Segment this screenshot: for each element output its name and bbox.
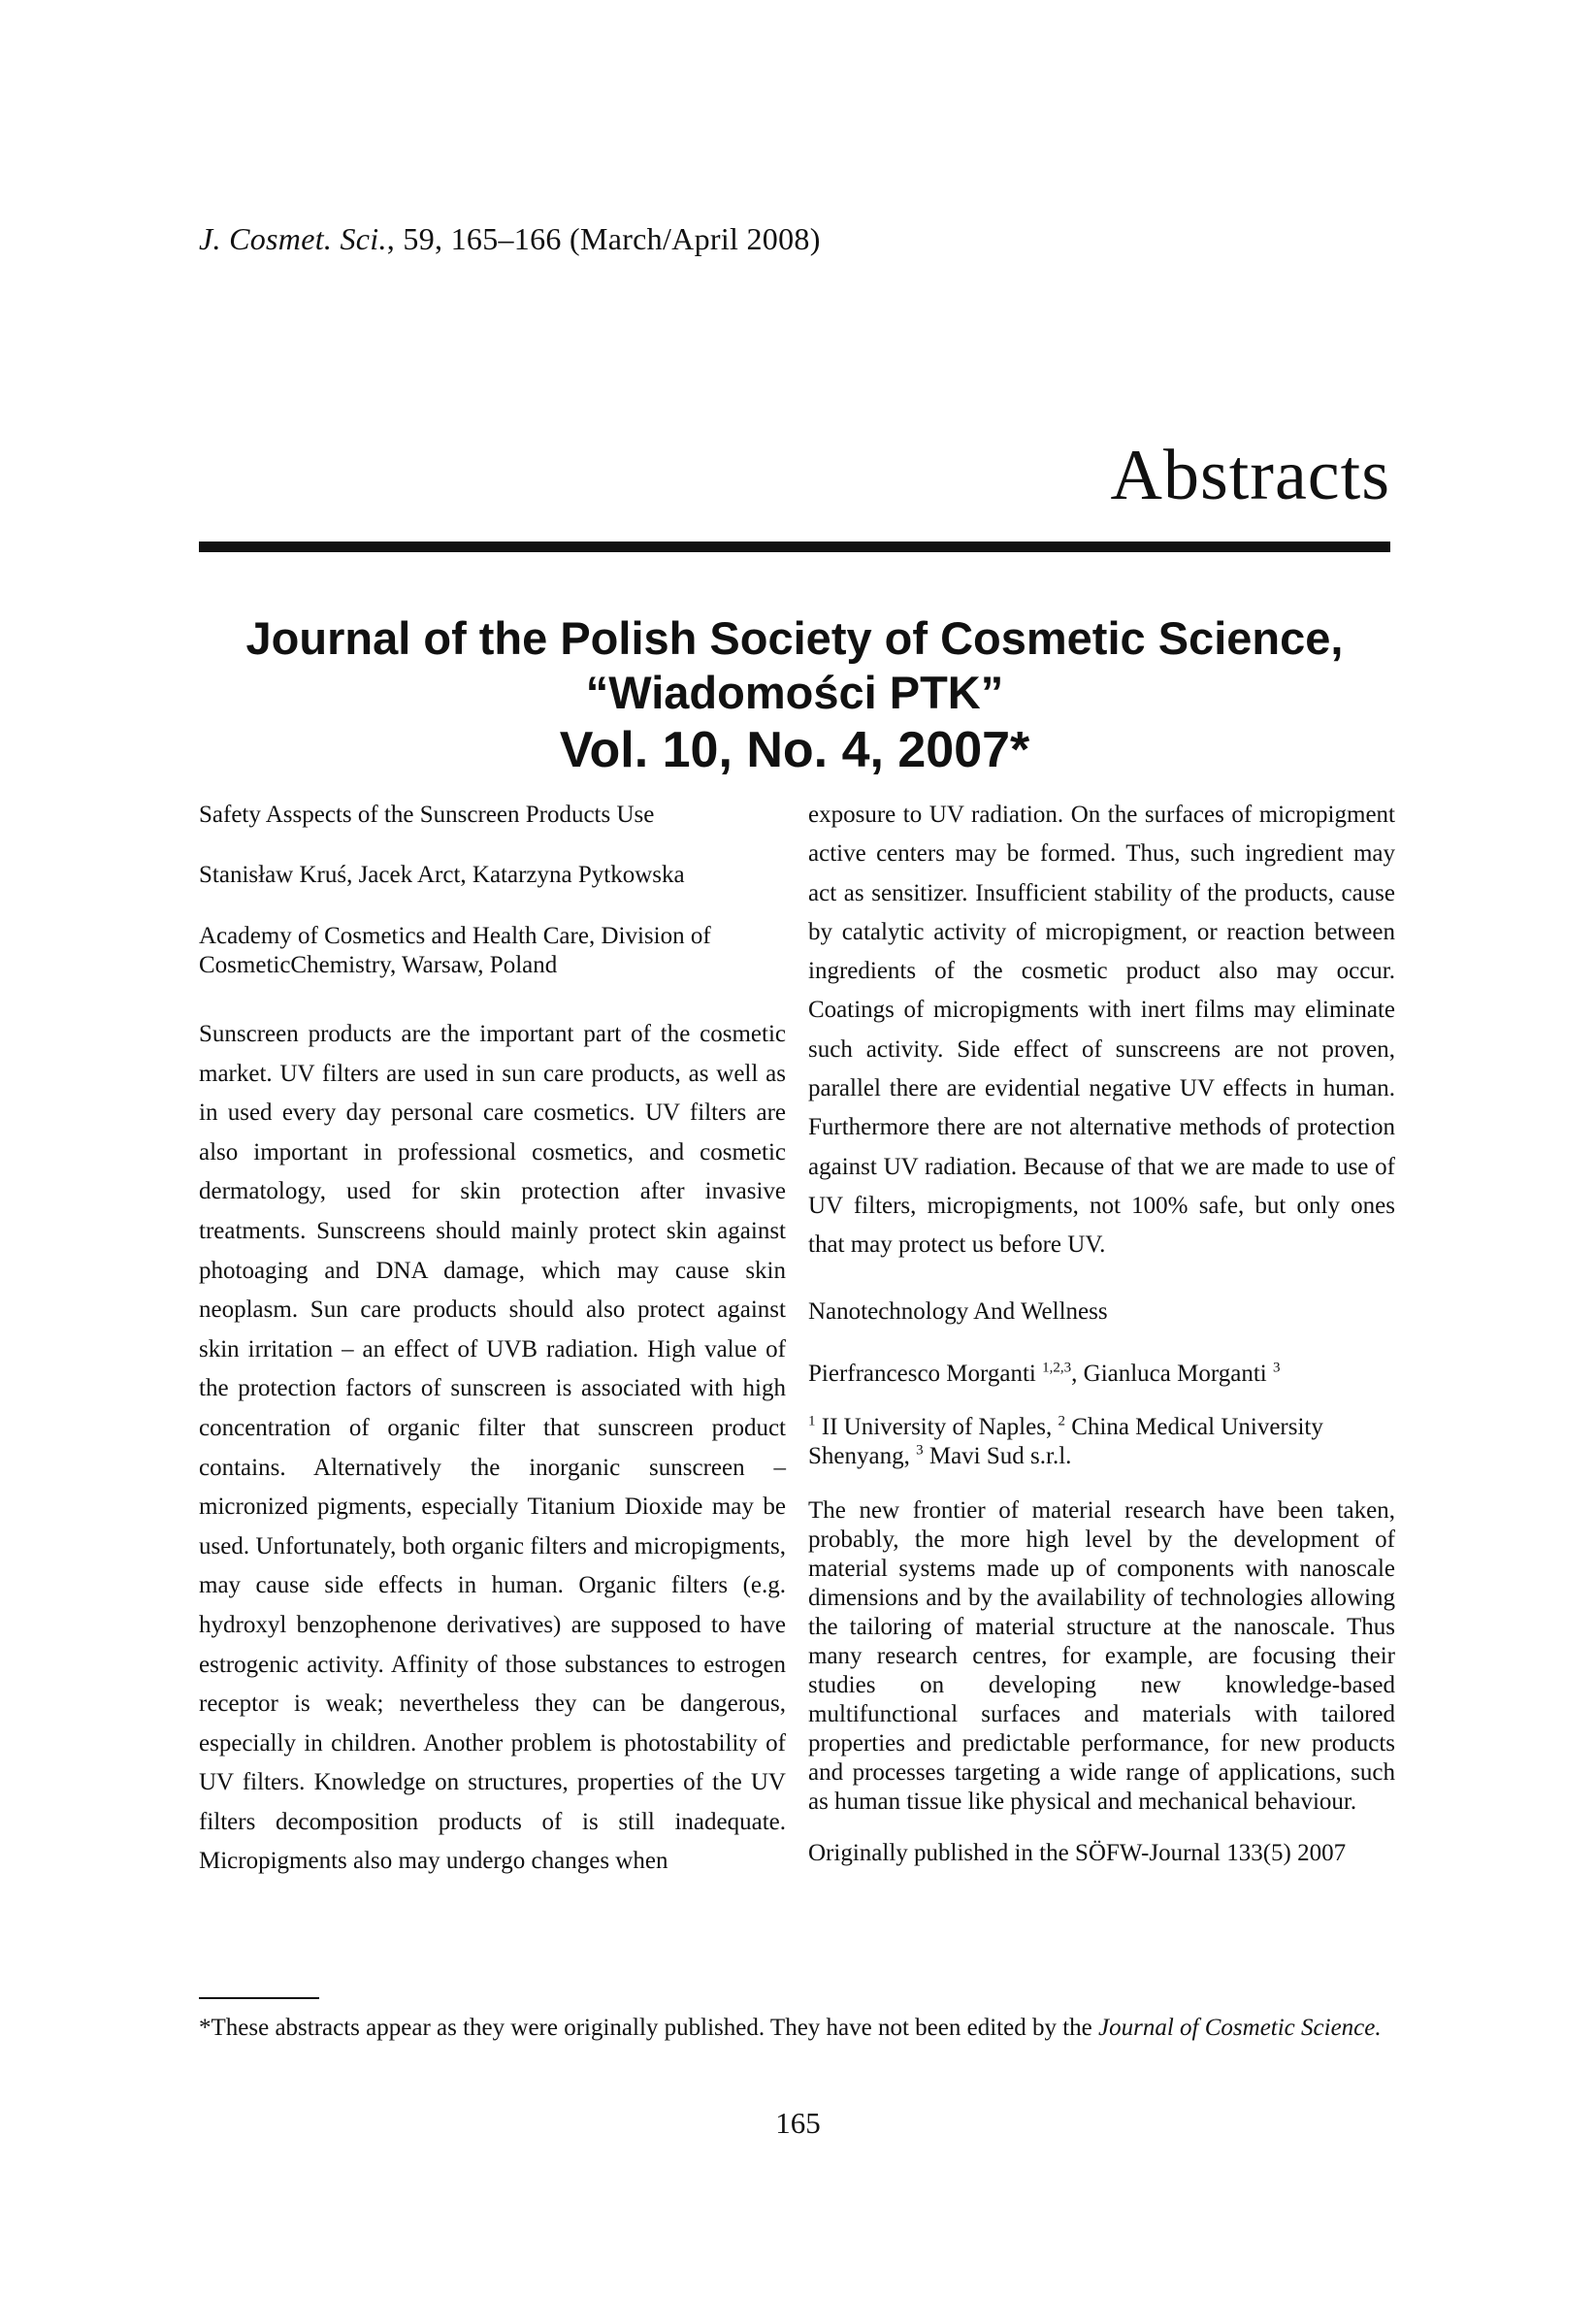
page-number: 165 [775,2106,821,2140]
journal-heading-line3: Vol. 10, No. 4, 2007* [559,722,1030,778]
article1-body-left: Sunscreen products are the important part of the cosmetic market. UV filters are used in sun care products, as well as in used every day personal care cosmetics. UV filters are also important in professional cosmetics, and cosmetic dermatology, used for skin protection after invasive treatments. Sunscreens should mainly protect skin against photoaging and DNA damage, which may cause skin neoplasm. Sun care products should also protect against skin irritation – an effect of UVB radiation. High value of the protection factors of sunscreen is associated with high concentration of organic filter that sunscreen product contains. Alternatively the inorganic sunscreen – micronized pigments, especially Titanium Dioxide may be used. Unfortunately, both organic filters and micropigments, may cause side effects in human. Organic filters (e.g. hydroxyl benzophenone derivatives) are supposed to have estrogenic activity. Affinity of those substances to estrogen receptor is weak; nevertheless they can be dangerous, especially in children. Another problem is photostability of UV filters. Knowledge on structures, properties of the UV filters decomposition products of is still inadequate. Micropigments also may undergo changes when [199,1021,786,1875]
aff-sup-3: 3 [916,1442,924,1459]
citation-journal-name: J. Cosmet. Sci. [199,221,387,256]
publication-note: Originally published in the SÖFW-Journal 133(5) 2007 [808,1839,1347,1866]
article2-author2: , Gianluca Morganti [1071,1360,1267,1387]
section-title-rule [199,542,1390,552]
citation-volume-pages: , 59, 165–166 (March/April 2008) [386,221,821,256]
journal-heading [199,611,1390,780]
aff-sup-2: 2 [1058,1413,1065,1429]
article2-body: The new frontier of material research have been taken, probably, the more high level by the development of material systems made up of components with nanoscale dimensions and by the availability of technologies allowing the tailoring of material structure at the nanoscale. Thus many research centres, for example, are focusing their studies on developing new knowledge-based multifunctional surfaces and materials with tailored properties and predictable performance, for new products and processes targeting a wide range of applications, such as human tissue like physical and mechanical behaviour. [808,1496,1395,1815]
footnote-journal-name: Journal of Cosmetic Science. [1098,2015,1382,2041]
footnote-text: *These abstracts appear as they were originally published. They have not been edited by the [199,2015,1099,2041]
article1-affiliation: Academy of Cosmetics and Health Care, Division of CosmeticChemistry, Warsaw, Poland [199,923,711,978]
journal-citation [199,221,821,257]
article2-authors [808,1355,1395,1394]
article2-author1: Pierfrancesco Morganti [808,1360,1036,1387]
article2-affiliation [808,1413,1395,1471]
article2-author2-sup: 3 [1272,1360,1281,1376]
footnote-rule [199,1997,319,1999]
section-title: Abstracts [1110,436,1390,515]
article1-body-right: exposure to UV radiation. On the surfaces of micropigment active centers may be formed. Thus, such ingredient may act as sensitizer. Insufficient stability of the products, cause by catalytic activity of micropigment, or reaction between ingredients of the cosmetic product also may occur. Coatings of micropigments with inert films may eliminate such activity. Side effect of sunscreens are not proven, parallel there are evidential negative UV effects in human. Furthermore there are not alternative methods of protection against UV radiation. Because of that we are made to use of UV filters, micropigments, not 100% safe, but only ones that may protect us before UV. [808,802,1395,1259]
article2-author1-sup: 1,2,3 [1042,1360,1072,1376]
aff-part-2: China Medical University Shenyang, [808,1413,1323,1469]
article2-title: Nanotechnology And Wellness [808,1297,1108,1325]
left-column [199,796,786,1882]
aff-part-3: Mavi Sud s.r.l. [923,1442,1072,1469]
article1-title: Safety Asspects of the Sunscreen Products Use [199,802,655,828]
right-column [808,796,1395,1873]
footnote [199,2013,1390,2044]
journal-heading-line2: “Wiadomości PTK” [585,667,1004,718]
journal-heading-line1: Journal of the Polish Society of Cosmetic Science, [245,612,1344,664]
article1-authors: Stanisław Kruś, Jacek Arct, Katarzyna Pytkowska [199,862,685,888]
aff-part-1: II University of Naples, [815,1413,1059,1440]
aff-sup-1: 1 [808,1413,816,1429]
